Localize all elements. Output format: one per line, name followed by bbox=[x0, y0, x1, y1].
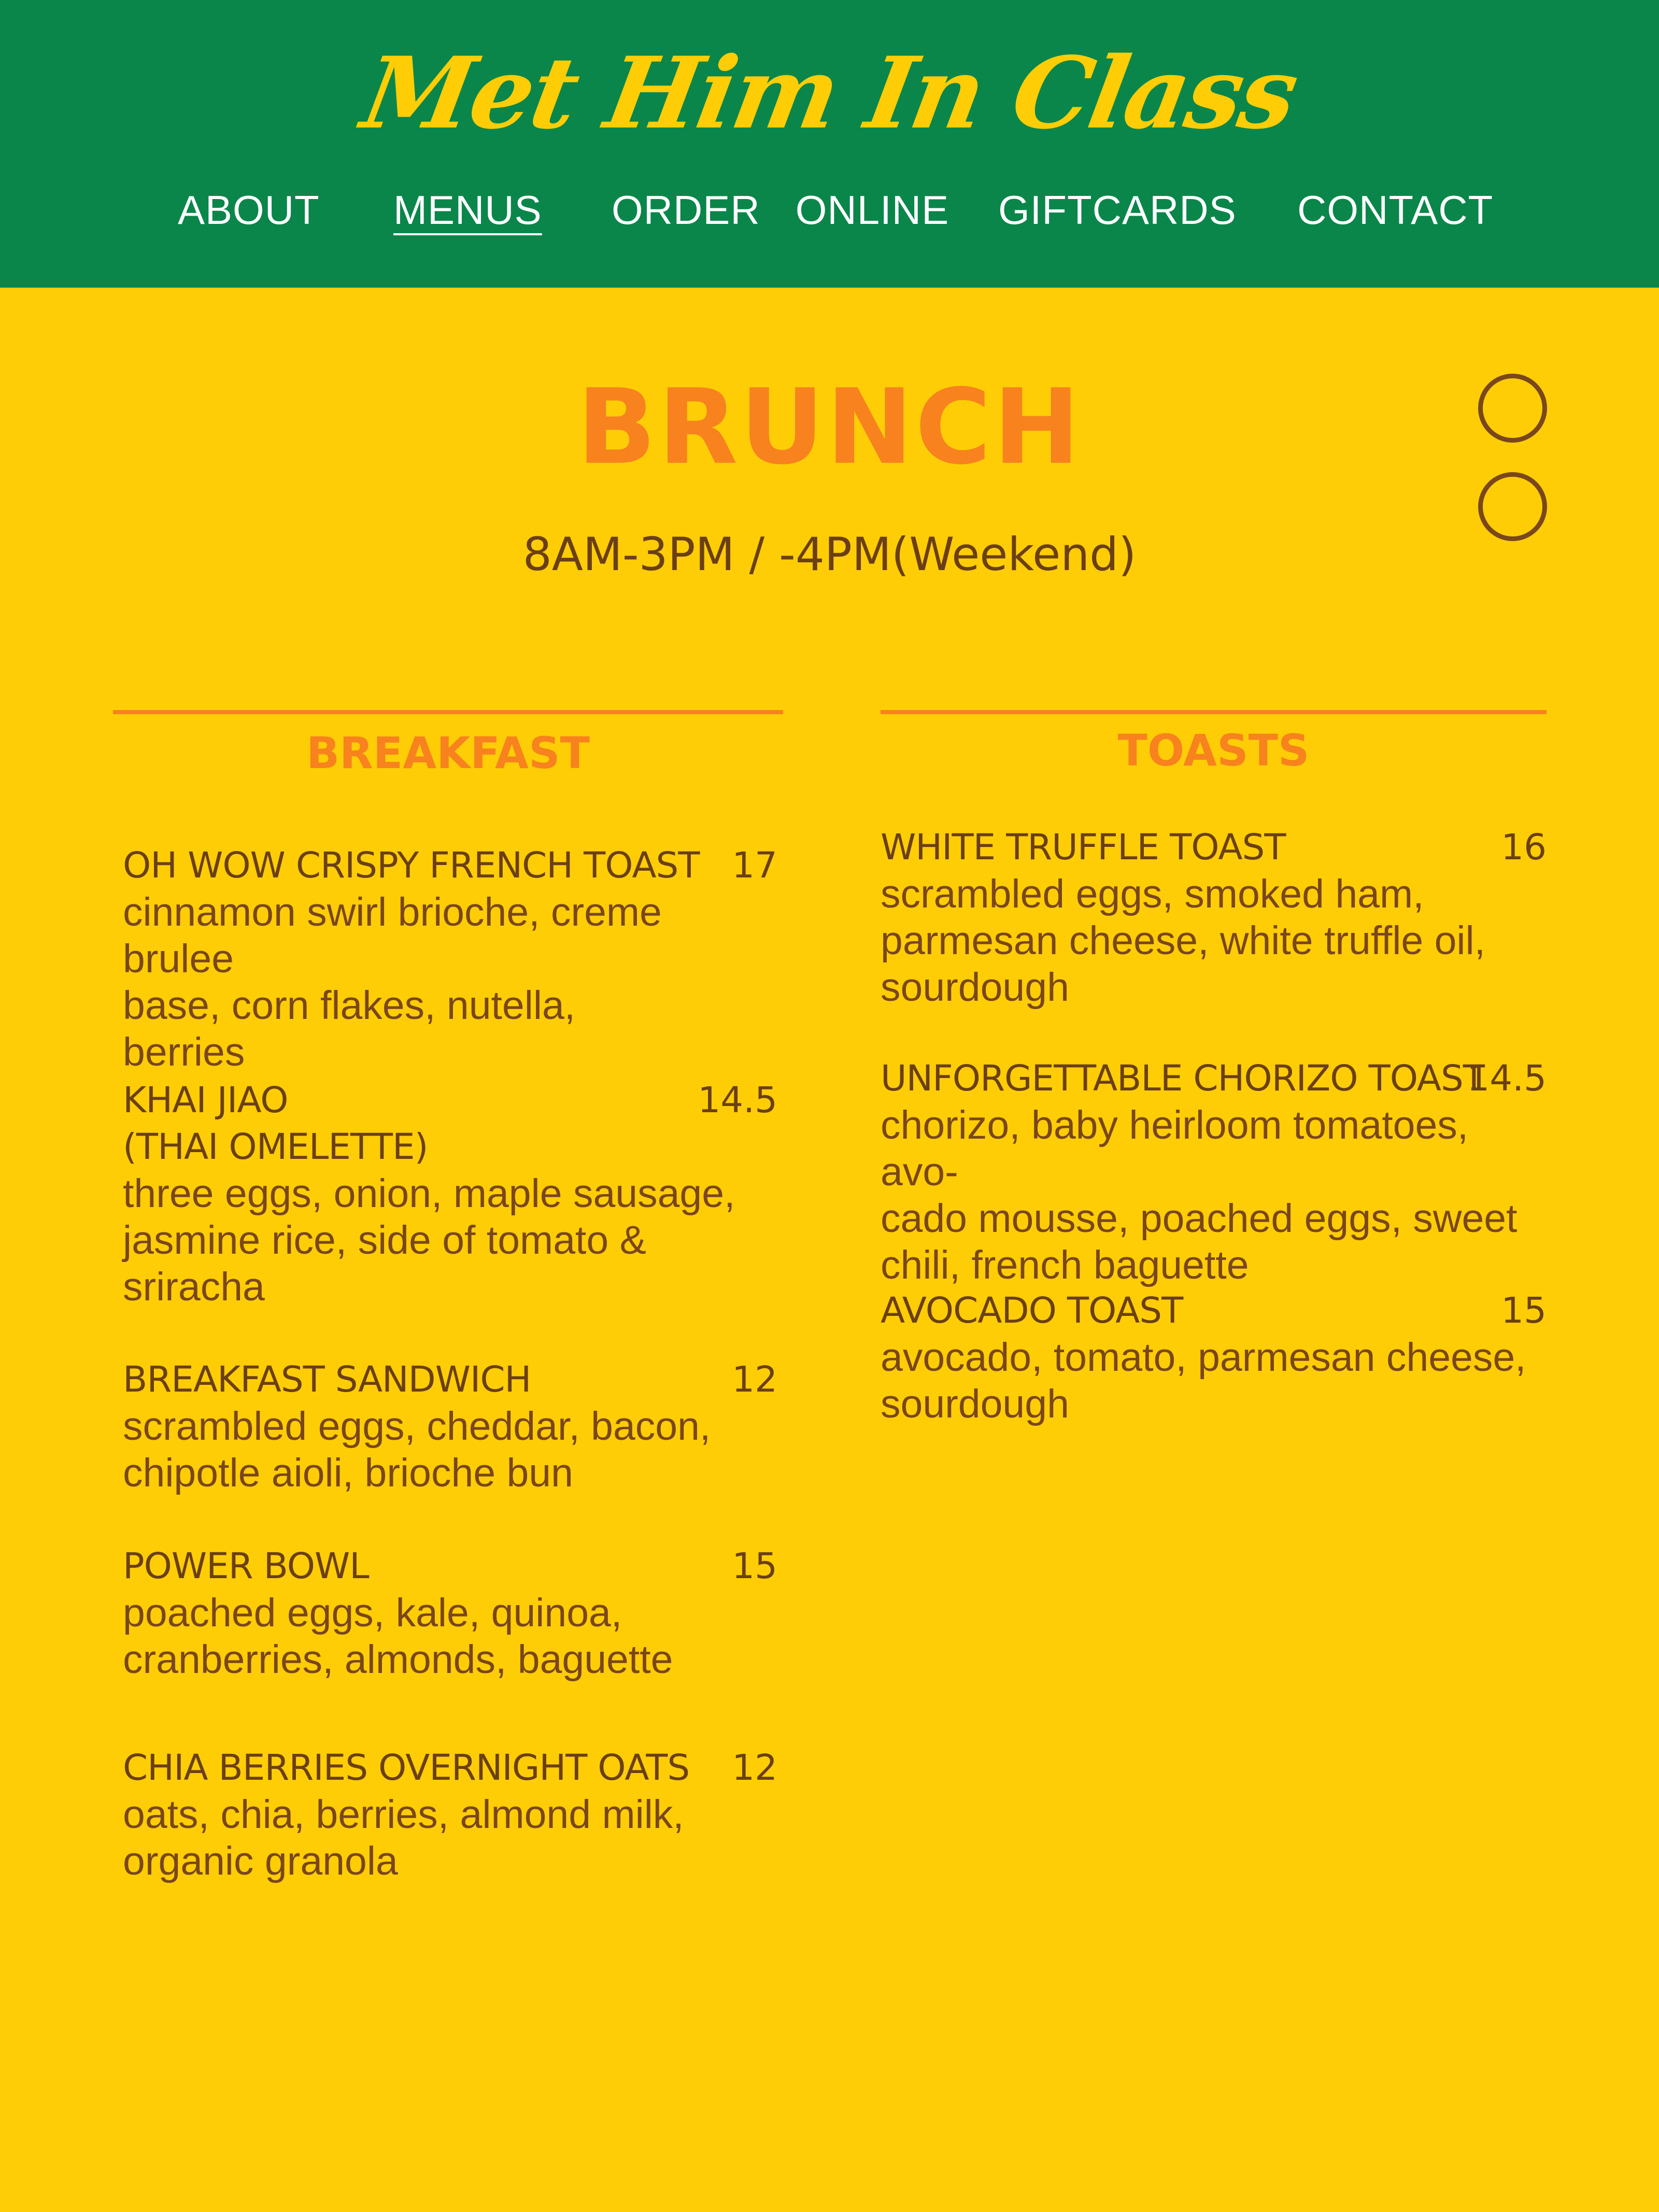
item-price: 12 bbox=[732, 1359, 777, 1400]
item-description: three eggs, onion, maple sausage, jasmine rice, side of tomato & sriracha bbox=[123, 1171, 735, 1309]
item-price: 14.5 bbox=[698, 1080, 777, 1121]
pager-dot-2[interactable] bbox=[1478, 472, 1547, 541]
menu-item bbox=[881, 1287, 1547, 1427]
item-name: POWER BOWL bbox=[123, 1545, 369, 1587]
pager-dot-1[interactable] bbox=[1478, 374, 1547, 443]
item-description: chorizo, baby heirloom tomatoes, avo- cado mousse, poached eggs, sweet chili, french baguette bbox=[881, 1103, 1518, 1287]
menu-item bbox=[123, 1543, 777, 1683]
nav-order-online[interactable]: ORDER ONLINE bbox=[612, 187, 949, 233]
menu-item bbox=[123, 1356, 777, 1496]
item-price: 15 bbox=[1501, 1290, 1547, 1331]
toasts-title: TOASTS bbox=[1117, 725, 1310, 776]
menu-item bbox=[123, 842, 777, 1075]
item-name: KHAI JIAO (THAI OMELETTE) bbox=[123, 1080, 428, 1168]
item-name: WHITE TRUFFLE TOAST bbox=[881, 827, 1286, 868]
nav-menus[interactable]: MENUS bbox=[393, 187, 542, 233]
menu-item bbox=[881, 824, 1547, 1011]
item-price: 17 bbox=[732, 845, 777, 886]
item-description: avocado, tomato, parmesan cheese, sourdough bbox=[881, 1335, 1526, 1426]
item-description: cinnamon swirl brioche, creme brulee base, corn flakes, nutella, berries bbox=[123, 890, 662, 1074]
breakfast-divider bbox=[113, 710, 783, 714]
breakfast-title: BREAKFAST bbox=[306, 728, 590, 778]
item-price: 14.5 bbox=[1467, 1058, 1547, 1099]
nav-contact[interactable]: CONTACT bbox=[1297, 187, 1494, 233]
item-description: scrambled eggs, cheddar, bacon, chipotle aioli, brioche bun bbox=[123, 1404, 711, 1495]
item-description: scrambled eggs, smoked ham, parmesan cheese, white truffle oil, sourdough bbox=[881, 872, 1486, 1010]
item-price: 15 bbox=[732, 1545, 777, 1587]
site-header bbox=[0, 0, 1659, 288]
site-logo[interactable]: Met Him In Class bbox=[355, 35, 1305, 151]
menu-item bbox=[123, 1745, 777, 1884]
item-name: UNFORGETTABLE CHORIZO TOAST bbox=[881, 1058, 1484, 1099]
item-description: poached eggs, kale, quinoa, cranberries, almonds, baguette bbox=[123, 1591, 673, 1682]
nav-about[interactable]: ABOUT bbox=[178, 187, 320, 233]
item-name: AVOCADO TOAST bbox=[881, 1290, 1183, 1331]
toasts-divider bbox=[881, 710, 1547, 714]
item-price: 16 bbox=[1501, 827, 1547, 868]
menu-hours: 8AM-3PM / -4PM(Weekend) bbox=[522, 528, 1137, 581]
item-description: oats, chia, berries, almond milk, organic granola bbox=[123, 1792, 684, 1883]
item-price: 12 bbox=[732, 1747, 777, 1789]
nav-giftcards[interactable]: GIFTCARDS bbox=[998, 187, 1237, 233]
menu-item bbox=[881, 1055, 1547, 1288]
menu-item bbox=[123, 1077, 777, 1310]
item-name: BREAKFAST SANDWICH bbox=[123, 1359, 531, 1400]
menu-title: BRUNCH bbox=[577, 367, 1082, 488]
item-name: CHIA BERRIES OVERNIGHT OATS bbox=[123, 1747, 690, 1789]
item-name: OH WOW CRISPY FRENCH TOAST bbox=[123, 845, 700, 886]
